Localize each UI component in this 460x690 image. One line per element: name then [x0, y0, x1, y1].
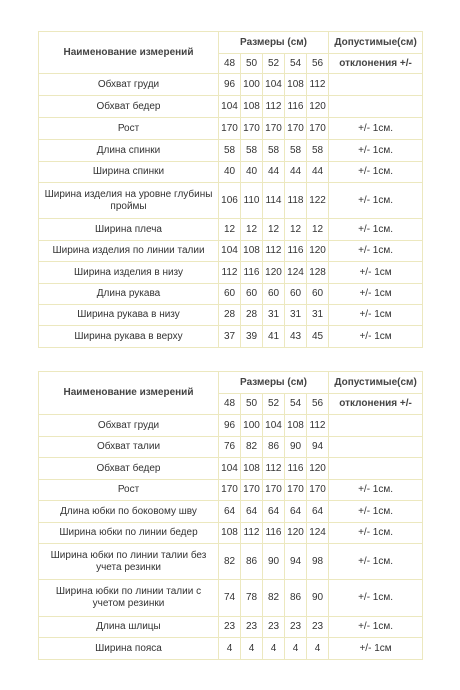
measurement-name: Длина спинки	[39, 140, 219, 162]
sizes-header: Размеры (см)	[219, 32, 329, 54]
size-value: 112	[307, 74, 329, 96]
size-value: 4	[263, 638, 285, 660]
table-row	[39, 544, 423, 580]
size-value: 4	[241, 638, 263, 660]
measurement-name: Ширина юбки по линии бедер	[39, 523, 219, 544]
size-value: 82	[263, 580, 285, 617]
measurement-name: Ширина плеча	[39, 219, 219, 241]
measurement-name: Ширина изделия на уровне глубины проймы	[39, 183, 219, 219]
size-value: 116	[285, 96, 307, 118]
size-value: 128	[307, 262, 329, 284]
tolerance-value	[329, 96, 423, 118]
tolerance-value	[329, 74, 423, 96]
size-value: 78	[241, 580, 263, 617]
tolerance-value: +/- 1см.	[329, 523, 423, 544]
size-value: 104	[219, 458, 241, 480]
size-value: 120	[307, 96, 329, 118]
size-value: 40	[219, 162, 241, 183]
size-value: 4	[219, 638, 241, 660]
size-value: 23	[241, 617, 263, 638]
table-row	[39, 96, 423, 118]
size-value: 23	[219, 617, 241, 638]
table-row	[39, 415, 423, 437]
measurement-name: Обхват бедер	[39, 96, 219, 118]
size-value: 170	[285, 118, 307, 140]
size-header-cell: 52	[263, 54, 285, 74]
size-value: 116	[285, 458, 307, 480]
size-value: 100	[241, 74, 263, 96]
measurement-name: Обхват груди	[39, 74, 219, 96]
tolerance-value: +/- 1см.	[329, 183, 423, 219]
size-value: 112	[263, 458, 285, 480]
size-value: 90	[263, 544, 285, 580]
size-value: 124	[307, 523, 329, 544]
size-value: 28	[219, 305, 241, 326]
size-value: 90	[285, 437, 307, 458]
table-row	[39, 523, 423, 544]
size-value: 104	[263, 74, 285, 96]
size-value: 108	[241, 96, 263, 118]
table-row	[39, 219, 423, 241]
size-value: 44	[285, 162, 307, 183]
table-row	[39, 162, 423, 183]
size-header-cell: 48	[219, 394, 241, 415]
size-value: 12	[285, 219, 307, 241]
size-header-cell: 50	[241, 394, 263, 415]
measurement-name: Рост	[39, 480, 219, 501]
tolerance-value: +/- 1см.	[329, 544, 423, 580]
tolerance-value: +/- 1см.	[329, 241, 423, 262]
tolerance-value: +/- 1см	[329, 305, 423, 326]
table-row	[39, 183, 423, 219]
size-value: 28	[241, 305, 263, 326]
measurement-name: Ширина рукава в верху	[39, 326, 219, 348]
table-row	[39, 617, 423, 638]
size-header-cell: 54	[285, 394, 307, 415]
size-value: 96	[219, 415, 241, 437]
size-value: 82	[219, 544, 241, 580]
tolerance-header-line2: отклонения +/-	[329, 54, 423, 74]
table-row	[39, 118, 423, 140]
size-header-cell: 54	[285, 54, 307, 74]
size-value: 118	[285, 183, 307, 219]
size-value: 108	[285, 415, 307, 437]
tolerance-value: +/- 1см	[329, 284, 423, 305]
size-value: 120	[285, 523, 307, 544]
size-value: 44	[307, 162, 329, 183]
size-value: 106	[219, 183, 241, 219]
size-value: 108	[219, 523, 241, 544]
size-value: 104	[263, 415, 285, 437]
size-value: 170	[307, 118, 329, 140]
size-value: 74	[219, 580, 241, 617]
size-value: 12	[219, 219, 241, 241]
size-value: 60	[263, 284, 285, 305]
size-header-cell: 56	[307, 54, 329, 74]
table-row	[39, 437, 423, 458]
size-value: 120	[307, 458, 329, 480]
size-header-cell: 50	[241, 54, 263, 74]
measurement-name: Ширина изделия в низу	[39, 262, 219, 284]
measurement-name: Длина шлицы	[39, 617, 219, 638]
size-table-body	[39, 372, 423, 660]
size-value: 116	[285, 241, 307, 262]
size-value: 112	[307, 415, 329, 437]
table-row	[39, 326, 423, 348]
tolerance-value	[329, 415, 423, 437]
tolerance-header-line1: Допустимые(см)	[329, 32, 423, 54]
tolerance-value: +/- 1см.	[329, 118, 423, 140]
size-value: 170	[307, 480, 329, 501]
size-value: 170	[241, 480, 263, 501]
size-value: 31	[263, 305, 285, 326]
size-value: 82	[241, 437, 263, 458]
size-value: 112	[219, 262, 241, 284]
table-row	[39, 305, 423, 326]
tolerance-value: +/- 1см.	[329, 580, 423, 617]
size-value: 94	[285, 544, 307, 580]
table-row	[39, 638, 423, 660]
table-row	[39, 501, 423, 523]
sizes-header: Размеры (см)	[219, 372, 329, 394]
size-value: 60	[285, 284, 307, 305]
size-value: 58	[263, 140, 285, 162]
tolerance-value: +/- 1см	[329, 638, 423, 660]
size-value: 23	[263, 617, 285, 638]
size-value: 64	[307, 501, 329, 523]
size-value: 110	[241, 183, 263, 219]
tolerance-header-line1: Допустимые(см)	[329, 372, 423, 394]
measurement-name-header: Наименование измерений	[39, 32, 219, 74]
size-value: 170	[219, 480, 241, 501]
tolerance-value: +/- 1см.	[329, 480, 423, 501]
size-header-cell: 52	[263, 394, 285, 415]
size-value: 112	[241, 523, 263, 544]
size-value: 64	[219, 501, 241, 523]
size-value: 116	[241, 262, 263, 284]
size-value: 23	[307, 617, 329, 638]
size-value: 98	[307, 544, 329, 580]
tolerance-value: +/- 1см	[329, 262, 423, 284]
header-row	[39, 372, 423, 394]
size-value: 23	[285, 617, 307, 638]
size-value: 60	[241, 284, 263, 305]
size-value: 58	[307, 140, 329, 162]
size-value: 112	[263, 96, 285, 118]
size-value: 96	[219, 74, 241, 96]
size-value: 100	[241, 415, 263, 437]
measurement-name: Ширина пояса	[39, 638, 219, 660]
table-row	[39, 580, 423, 617]
size-value: 104	[219, 241, 241, 262]
size-value: 58	[219, 140, 241, 162]
size-value: 43	[285, 326, 307, 348]
size-value: 58	[285, 140, 307, 162]
table-row	[39, 140, 423, 162]
size-value: 12	[263, 219, 285, 241]
size-value: 108	[241, 241, 263, 262]
measurement-name: Ширина юбки по линии талии без учета резинки	[39, 544, 219, 580]
size-value: 86	[285, 580, 307, 617]
size-table-bottom	[38, 371, 423, 660]
size-value: 90	[307, 580, 329, 617]
size-value: 60	[219, 284, 241, 305]
size-value: 120	[307, 241, 329, 262]
measurement-name: Ширина изделия по линии талии	[39, 241, 219, 262]
size-value: 170	[263, 118, 285, 140]
table-row	[39, 480, 423, 501]
size-value: 94	[307, 437, 329, 458]
size-value: 40	[241, 162, 263, 183]
size-value: 64	[263, 501, 285, 523]
measurement-name: Рост	[39, 118, 219, 140]
measurement-name: Ширина юбки по линии талии с учетом резинки	[39, 580, 219, 617]
size-value: 122	[307, 183, 329, 219]
header-row	[39, 32, 423, 54]
size-value: 86	[241, 544, 263, 580]
table-row	[39, 74, 423, 96]
size-value: 4	[307, 638, 329, 660]
size-value: 108	[285, 74, 307, 96]
size-header-cell: 56	[307, 394, 329, 415]
size-value: 124	[285, 262, 307, 284]
size-value: 170	[263, 480, 285, 501]
measurement-name-header: Наименование измерений	[39, 372, 219, 415]
tolerance-value: +/- 1см.	[329, 140, 423, 162]
measurement-name: Длина рукава	[39, 284, 219, 305]
tolerance-value	[329, 458, 423, 480]
size-value: 37	[219, 326, 241, 348]
tolerance-value: +/- 1см.	[329, 501, 423, 523]
size-value: 76	[219, 437, 241, 458]
size-value: 12	[307, 219, 329, 241]
size-value: 4	[285, 638, 307, 660]
table-row	[39, 241, 423, 262]
size-table-body	[39, 32, 423, 348]
size-value: 114	[263, 183, 285, 219]
tolerance-value	[329, 437, 423, 458]
tolerance-value: +/- 1см	[329, 326, 423, 348]
size-header-cell: 48	[219, 54, 241, 74]
size-value: 12	[241, 219, 263, 241]
size-value: 112	[263, 241, 285, 262]
size-value: 170	[241, 118, 263, 140]
measurement-name: Обхват талии	[39, 437, 219, 458]
table-row	[39, 262, 423, 284]
size-value: 64	[241, 501, 263, 523]
size-value: 64	[285, 501, 307, 523]
size-value: 170	[285, 480, 307, 501]
size-value: 116	[263, 523, 285, 544]
size-value: 170	[219, 118, 241, 140]
measurement-name: Ширина спинки	[39, 162, 219, 183]
size-value: 104	[219, 96, 241, 118]
size-value: 39	[241, 326, 263, 348]
tolerance-value: +/- 1см.	[329, 162, 423, 183]
size-value: 86	[263, 437, 285, 458]
measurement-name: Ширина рукава в низу	[39, 305, 219, 326]
size-value: 45	[307, 326, 329, 348]
size-table-top	[38, 31, 423, 348]
table-row	[39, 284, 423, 305]
measurement-name: Обхват бедер	[39, 458, 219, 480]
measurement-name: Длина юбки по боковому шву	[39, 501, 219, 523]
tolerance-value: +/- 1см.	[329, 617, 423, 638]
size-value: 120	[263, 262, 285, 284]
measurement-name: Обхват груди	[39, 415, 219, 437]
tolerance-value: +/- 1см.	[329, 219, 423, 241]
size-value: 60	[307, 284, 329, 305]
size-value: 41	[263, 326, 285, 348]
table-row	[39, 458, 423, 480]
size-value: 44	[263, 162, 285, 183]
tolerance-header-line2: отклонения +/-	[329, 394, 423, 415]
size-value: 58	[241, 140, 263, 162]
size-value: 31	[285, 305, 307, 326]
size-value: 31	[307, 305, 329, 326]
size-value: 108	[241, 458, 263, 480]
